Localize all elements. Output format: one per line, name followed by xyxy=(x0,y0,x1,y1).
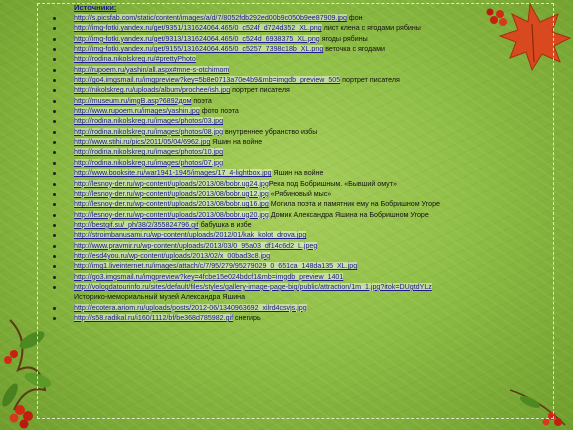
source-link[interactable]: http://rodina.nikolskreg.ru/images/photos/10.jpg xyxy=(74,148,224,157)
source-item xyxy=(50,168,550,178)
source-description: Яшин на войне xyxy=(271,169,324,178)
source-item xyxy=(50,137,550,147)
source-description: внутреннее убранство избы xyxy=(223,127,318,136)
source-link[interactable]: http://lesnoy-der.ru/wp-content/uploads/2013/08/bobr.ug16.jpg xyxy=(74,200,269,209)
source-link[interactable]: http://esd4you.ru/wp-content/uploads/2013/02/x_00bad3c8.jpg xyxy=(74,251,271,260)
source-description: снегирь xyxy=(233,313,261,322)
source-link[interactable]: http://www.stihi.ru/pics/2011/05/04/6962.jpg xyxy=(74,138,211,147)
sources-list-container xyxy=(50,3,550,323)
source-item xyxy=(50,241,550,251)
source-item xyxy=(50,13,550,23)
source-item xyxy=(50,34,550,44)
source-item xyxy=(50,65,550,75)
source-item xyxy=(50,210,550,220)
source-item xyxy=(50,179,550,189)
source-link[interactable]: http://lesnoy-der.ru/wp-content/uploads/2013/08/bobr.ug24.jpg xyxy=(74,179,269,188)
source-link[interactable]: http://rodina.nikolskreg.ru/#prettyPhoto xyxy=(74,55,196,64)
source-item xyxy=(50,116,550,126)
source-description: портрет писателя xyxy=(230,86,290,95)
source-link[interactable]: http://img-fotki.yandex.ru/get/9155/131624064.465/0_c5257_7398c18b_XL.png xyxy=(74,45,324,54)
source-link[interactable]: http://rodina.nikolskreg.ru/images/photos/07.jpg xyxy=(74,158,224,167)
source-description: поэта xyxy=(191,96,212,105)
source-item xyxy=(50,251,550,261)
source-item xyxy=(50,96,550,106)
source-item xyxy=(50,230,550,240)
source-description: «Рябиновый мыс» xyxy=(268,189,332,198)
source-link[interactable]: http://www.rupoem.ru/images/yashin.jpg xyxy=(74,107,200,116)
source-link[interactable]: http://rodina.nikolskreg.ru/images/photos/03.jpg xyxy=(74,117,224,126)
source-link[interactable]: http://s.picsfab.com/static/content/images/a/d/7/8052fdb292ed00b9c050b9ee87909.jpg xyxy=(74,14,347,22)
source-description: фото поэта xyxy=(199,107,239,116)
source-description: Историко-мемориальный музей Александра Яшина xyxy=(74,293,246,302)
sources-list xyxy=(50,13,550,323)
source-link[interactable]: http://museum.ru/imgB.asp?6892дом xyxy=(74,96,192,105)
source-item xyxy=(50,189,550,199)
source-link[interactable]: http://lesnoy-der.ru/wp-content/uploads/2013/08/bobr.ug12.jpg xyxy=(74,189,269,198)
source-link[interactable]: http://img-fotki.yandex.ru/get/9313/131624064.465/0_c524d_6938375_XL.png xyxy=(74,34,320,43)
source-link[interactable]: http://img-fotki.yandex.ru/get/9351/131624064.465/0_c524f_d724d352_XL.png xyxy=(74,24,322,33)
source-item xyxy=(50,75,550,85)
source-item xyxy=(50,272,550,282)
source-item xyxy=(50,85,550,95)
source-description: бабушка в избе xyxy=(198,220,252,229)
source-item xyxy=(50,199,550,209)
source-link[interactable]: http://s58.radikal.ru/i160/1112/bf/be368d785982.gif xyxy=(74,313,234,322)
source-description: Река под Бобришным. «Бывший омут» xyxy=(268,179,397,188)
source-item xyxy=(50,147,550,157)
source-item xyxy=(50,44,550,54)
source-item xyxy=(50,303,550,313)
source-link[interactable]: http://img1.liveinternet.ru/images/attach/c/7/95/279/95279029_0_651ca_148da135_XL.jpg xyxy=(74,262,358,271)
source-item xyxy=(50,23,550,33)
source-item xyxy=(50,261,550,271)
source-item xyxy=(50,220,550,230)
source-description: ягоды рябины xyxy=(319,34,368,43)
source-description: фон xyxy=(346,14,363,22)
source-link[interactable]: http://stroimbanusami.ru/wp-content/uploads/2012/01/kak_kolot_drova.jpg xyxy=(74,231,307,240)
source-link[interactable]: http://lesnoy-der.ru/wp-content/uploads/2013/08/bobr.ug20.jpg xyxy=(74,210,269,219)
source-item xyxy=(50,292,550,302)
source-description: Яшин на войне xyxy=(210,138,263,147)
source-item xyxy=(50,282,550,292)
source-link[interactable]: http://go4.imgsmail.ru/imgpreview?key=5b8e0713a70e4b9&mb=imgdb_preview_505 xyxy=(74,76,341,85)
source-link[interactable]: http://go3.imgsmail.ru/imgpreview?key=4fcbe15e024bdcf1&mb=imgdb_preview_1401 xyxy=(74,272,344,281)
source-description: лист клена с ягодами рябины xyxy=(321,24,421,33)
source-description: веточка с ягодами xyxy=(323,45,385,54)
source-item xyxy=(50,54,550,64)
source-link[interactable]: http://nikolskreg.ru/uploads/album/prochee/ish.jpg xyxy=(74,86,231,95)
sources-title: Источники: xyxy=(74,3,117,12)
source-link[interactable]: http://ecotera.ariom.ru/uploads/posts/2012-06/1340963692_xilrd4csvjs.jpg xyxy=(74,303,307,312)
source-item xyxy=(50,158,550,168)
source-link[interactable]: http://www.pravmir.ru/wp-content/uploads/2013/03/0_95a03_df14c6d2_L.jpeg xyxy=(74,241,318,250)
source-link[interactable]: http://rupoem.ru/yashin/all.aspx#mne-s-otchimom xyxy=(74,65,230,74)
source-description: портрет писателя xyxy=(340,76,400,85)
source-item xyxy=(50,106,550,116)
source-link[interactable]: http://bestgif.su/_ph/38/2/355824796.gif xyxy=(74,220,199,229)
source-link[interactable]: http://vologdatourinfo.ru/sites/default/files/styles/gallery-image-page-big/public/attraction/1m_1.jpg?itok=DUgtdYLz xyxy=(74,282,432,291)
source-item xyxy=(50,313,550,323)
source-description: Домик Александра Яшина на Бобришном Угоре xyxy=(268,210,429,219)
source-description: Могила поэта и памятник ему на Бобришном Угоре xyxy=(268,200,440,209)
source-item xyxy=(50,127,550,137)
source-link[interactable]: http://rodina.nikolskreg.ru/images/photos/08.jpg xyxy=(74,127,224,136)
source-link[interactable]: http://www.booksite.ru/war1941-1945/images/17_4-lightbox.jpg xyxy=(74,169,272,178)
